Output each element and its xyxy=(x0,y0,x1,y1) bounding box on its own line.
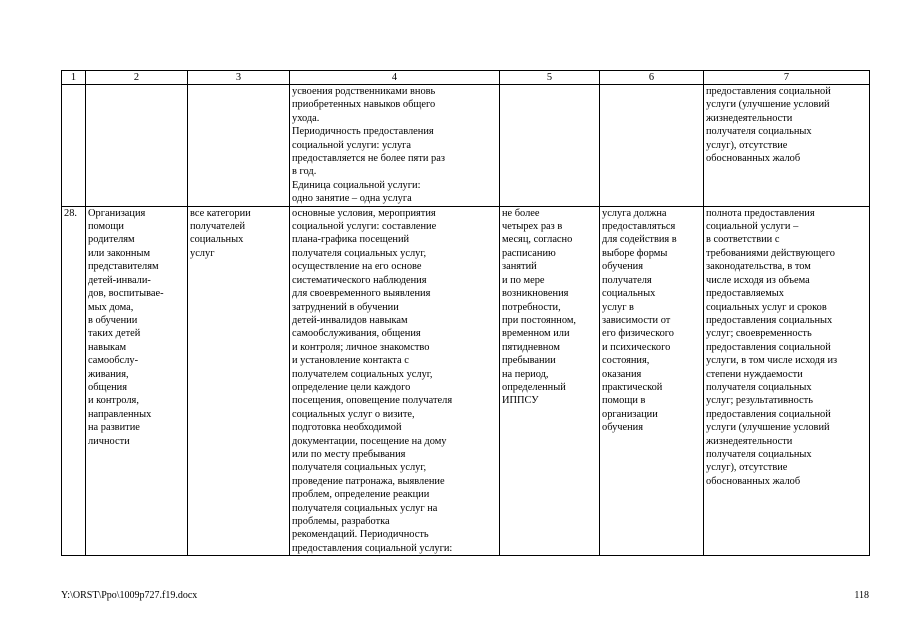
cell-text-line: или законным xyxy=(88,247,151,259)
table-row-continuation xyxy=(62,85,870,207)
cell-text-line: Периодичность предоставления xyxy=(292,126,434,138)
cell-text-line: подготовка необходимой xyxy=(292,422,402,434)
cell-text-line: услуг), отсутствие xyxy=(706,462,788,474)
cell-text-line: получателем социальных услуг, xyxy=(292,368,433,380)
cell-text-line: услуга должна xyxy=(602,207,667,219)
cell-text-line: в обучении xyxy=(88,314,138,326)
cell-text-line: получателя социальных услуг на xyxy=(292,502,438,514)
cell-text-line: проведение патронажа, выявление xyxy=(292,475,445,487)
cell-text-line: предоставляться xyxy=(602,221,676,233)
cell-number xyxy=(62,85,86,207)
cell-text-line: пребывании xyxy=(502,355,556,367)
cell-recipients xyxy=(188,85,290,207)
cell-text-line: таких детей xyxy=(88,328,141,340)
header-cell: 6 xyxy=(600,71,704,85)
cell-text-line: оказания xyxy=(602,368,642,380)
cell-text-line: не более xyxy=(502,207,540,219)
cell-text-line: числе исходя из объема xyxy=(706,274,810,286)
cell-text-line: самообслу- xyxy=(88,355,139,367)
cell-text-line: мых дома, xyxy=(88,301,134,313)
header-cell: 2 xyxy=(86,71,188,85)
cell-text-line: социальных xyxy=(190,234,244,246)
cell-text-line: для содействия в xyxy=(602,234,677,246)
cell-text-line: законодательства, в том xyxy=(706,261,811,273)
cell-text-line: расписанию xyxy=(502,247,556,259)
cell-text-line: основные условия, мероприятия xyxy=(292,207,436,219)
cell-text-line: одно занятие – одна услуга xyxy=(292,193,412,205)
cell-text-line: плана-графика посещений xyxy=(292,234,410,246)
cell-text-line: в соответствии с xyxy=(706,234,780,246)
cell-text-line: проблемы, разработка xyxy=(292,516,390,527)
cell-text-line: социальных услуг о визите, xyxy=(292,408,415,420)
cell-text-line: для своевременного выявления xyxy=(292,288,431,300)
footer-file-path: Y:\ORST\Ppo\1009p727.f19.docx xyxy=(61,590,198,601)
cell-text-line: детей-инвали- xyxy=(88,274,151,286)
cell-text-line: проблем, определение реакции xyxy=(292,489,430,501)
cell-text-line: потребности, xyxy=(502,301,561,313)
cell-text-line: услуг xyxy=(190,247,215,259)
cell-text-line: и психического xyxy=(602,341,671,353)
cell-text-line: предоставления социальной xyxy=(706,86,831,97)
cell-text-line: и контроля; личное знакомство xyxy=(292,341,430,353)
cell-text-line: услуг; результативность xyxy=(706,395,813,407)
cell-text-line: и по мере xyxy=(502,274,545,286)
cell-timing xyxy=(500,85,600,207)
cell-text-line: документации, посещение на дому xyxy=(292,435,447,447)
cell-timing xyxy=(500,206,600,556)
cell-text-line: практической xyxy=(602,381,663,393)
cell-text-line: направленных xyxy=(88,408,152,420)
cell-text-line: ИППСУ xyxy=(502,395,539,407)
cell-text-line: получателя социальных услуг, xyxy=(292,247,427,259)
cell-text-line: Единица социальной услуги: xyxy=(292,179,421,191)
cell-text-line: получателя социальных услуг, xyxy=(292,462,427,474)
cell-text-line: месяц, согласно xyxy=(502,234,573,246)
cell-text-line: на период, xyxy=(502,368,549,380)
cell-text-line: предоставления социальных xyxy=(706,314,833,326)
cell-text-line: получателей xyxy=(190,221,246,233)
cell-text-line: рекомендаций. Периодичность xyxy=(292,529,429,541)
header-cell: 7 xyxy=(704,71,870,85)
cell-text-line: помощи xyxy=(88,221,124,233)
cell-description xyxy=(290,206,500,556)
header-cell: 4 xyxy=(290,71,500,85)
header-cell: 5 xyxy=(500,71,600,85)
cell-text-line: услуг), отсутствие xyxy=(706,139,788,151)
cell-text-line: живания, xyxy=(88,368,129,380)
cell-text-line: все категории xyxy=(190,207,251,219)
cell-text-line: жизнедеятельности xyxy=(706,112,793,124)
cell-text-line: усвоения родственниками вновь xyxy=(292,86,436,97)
cell-description xyxy=(290,85,500,207)
cell-quality-criteria xyxy=(704,85,870,207)
cell-text-line: услуг в xyxy=(602,301,634,313)
cell-text-line: получателя xyxy=(602,274,652,286)
cell-text-line: предоставления социальной услуги: xyxy=(292,542,453,554)
cell-text-line: определение цели каждого xyxy=(292,381,411,393)
footer-page-number: 118 xyxy=(854,590,869,601)
cell-text-line: организации xyxy=(602,408,658,420)
cell-text-line: представителям xyxy=(88,261,159,273)
cell-text-line: приобретенных навыков общего xyxy=(292,99,436,111)
cell-service-name xyxy=(86,85,188,207)
cell-text-line: требованиями действующего xyxy=(706,247,835,259)
cell-text-line: социальной услуги: составление xyxy=(292,221,437,233)
cell-text-line: услуги, в том числе исходя из xyxy=(706,355,838,367)
cell-text-line: социальных услуг и сроков xyxy=(706,301,827,313)
cell-text-line: зависимости от xyxy=(602,314,671,326)
cell-text-line: занятий xyxy=(502,261,537,273)
cell-text-line: временном или xyxy=(502,328,570,340)
cell-text-line: посещения, оповещение получателя xyxy=(292,395,453,407)
cell-text-line: состояния, xyxy=(602,355,650,367)
cell-text-line: обоснованных жалоб xyxy=(706,475,801,487)
cell-text-line: социальных xyxy=(602,288,656,300)
services-table xyxy=(61,70,870,556)
cell-text-line: полнота предоставления xyxy=(706,207,815,219)
cell-recipients xyxy=(188,206,290,556)
cell-text-line: и установление контакта с xyxy=(292,355,409,367)
cell-text-line: получателя социальных xyxy=(706,126,812,138)
cell-text-line: затруднений в обучении xyxy=(292,301,399,313)
cell-text-line: самообслуживания, общения xyxy=(292,328,421,340)
cell-text-line: его физического xyxy=(602,328,674,340)
cell-conditions xyxy=(600,85,704,207)
cell-text-line: помощи в xyxy=(602,395,646,407)
cell-text-line: выборе формы xyxy=(602,247,668,259)
cell-text-line: родителям xyxy=(88,234,135,246)
cell-text-line: предоставления социальной xyxy=(706,408,831,420)
cell-text-line: услуги (улучшение условий xyxy=(706,99,830,111)
cell-text-line: обучения xyxy=(602,422,644,434)
header-cell: 3 xyxy=(188,71,290,85)
cell-text-line: услуг; своевременность xyxy=(706,328,812,340)
table-header-row xyxy=(62,71,870,85)
cell-text-line: предоставления социальной xyxy=(706,341,831,353)
cell-text-line: ухода. xyxy=(292,112,320,124)
cell-text-line: общения xyxy=(88,381,127,393)
cell-text-line: или по месту пребывания xyxy=(292,448,406,460)
cell-text-line: детей-инвалидов навыкам xyxy=(292,314,408,326)
cell-text-line: дов, воспитывае- xyxy=(88,288,164,300)
cell-text-line: степени нуждаемости xyxy=(706,368,803,380)
cell-text-line: услуги (улучшение условий xyxy=(706,422,830,434)
cell-text-line: навыкам xyxy=(88,341,127,353)
cell-text-line: социальной услуги: услуга xyxy=(292,139,412,151)
cell-service-name xyxy=(86,206,188,556)
cell-text-line: социальной услуги – xyxy=(706,221,799,233)
cell-conditions xyxy=(600,206,704,556)
cell-text-line: личности xyxy=(88,435,130,447)
cell-text-line: получателя социальных xyxy=(706,381,812,393)
cell-text-line: на развитие xyxy=(88,422,140,434)
cell-text-line: и контроля, xyxy=(88,395,139,407)
cell-text-line: получателя социальных xyxy=(706,448,812,460)
cell-text-line: при постоянном, xyxy=(502,314,577,326)
cell-text-line: в год. xyxy=(292,166,317,178)
cell-text-line: определенный xyxy=(502,381,566,393)
cell-text-line: четырех раз в xyxy=(502,221,563,233)
header-cell: 1 xyxy=(62,71,86,85)
cell-quality-criteria xyxy=(704,206,870,556)
cell-text-line: обоснованных жалоб xyxy=(706,153,801,165)
cell-text-line: пятидневном xyxy=(502,341,560,353)
cell-text-line: предоставляемых xyxy=(706,288,784,300)
cell-text-line: систематического наблюдения xyxy=(292,274,427,286)
cell-text-line: Организация xyxy=(88,207,146,219)
cell-text-line: возникновения xyxy=(502,288,569,300)
cell-number: 28. xyxy=(62,206,86,556)
cell-text-line: обучения xyxy=(602,261,644,273)
table-row-28 xyxy=(62,206,870,556)
cell-text-line: осуществление на его основе xyxy=(292,261,422,273)
cell-text-line: жизнедеятельности xyxy=(706,435,793,447)
cell-text-line: предоставляется не более пяти раз xyxy=(292,153,445,165)
